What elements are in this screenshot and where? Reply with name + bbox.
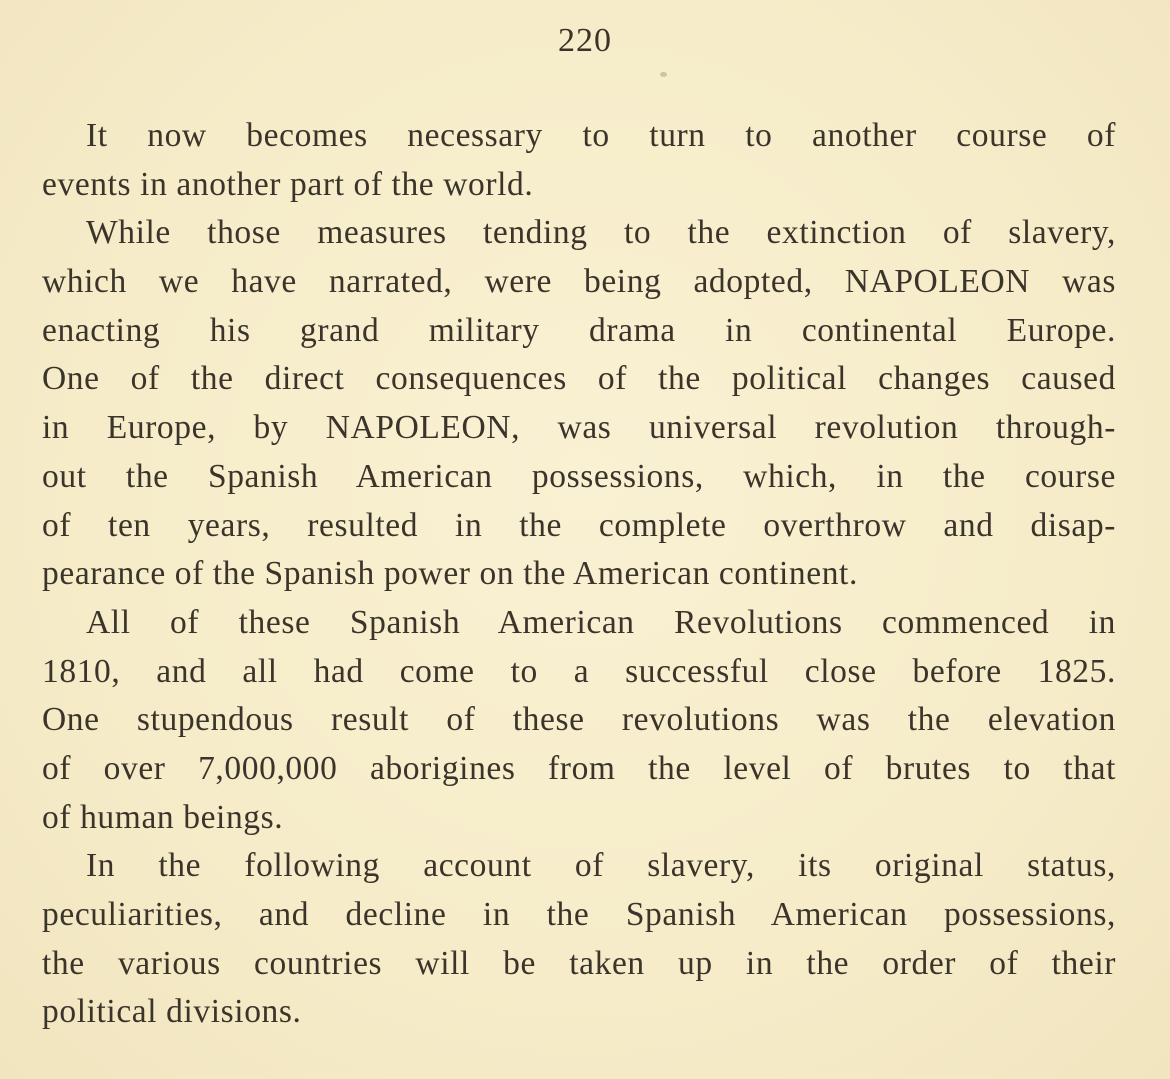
text-line: out the Spanish American possessions, which, in the course bbox=[42, 457, 1116, 495]
page-number: 220 bbox=[558, 22, 612, 59]
text-line: of ten years, resulted in the complete overthrow and disap- bbox=[42, 506, 1116, 544]
text-line: One stupendous result of these revolutions was the elevation bbox=[42, 701, 1116, 739]
text-line: All of these Spanish American Revolutions commenced in bbox=[86, 603, 1116, 641]
text-line: the various countries will be taken up in the order of their bbox=[42, 944, 1116, 982]
text-line: 1810, and all had come to a successful close before 1825. bbox=[42, 652, 1116, 690]
text-line: peculiarities, and decline in the Spanish American possessions, bbox=[42, 896, 1116, 933]
text-line: pearance of the Spanish power on the American continent. bbox=[42, 555, 858, 593]
text-line: While those measures tending to the extinction of slavery, bbox=[86, 214, 1116, 252]
text-line: political divisions. bbox=[42, 993, 302, 1031]
text-line: enacting his grand military drama in continental Europe. bbox=[42, 311, 1116, 349]
paper-speck bbox=[660, 72, 667, 77]
text-line: One of the direct consequences of the political changes caused bbox=[42, 360, 1116, 398]
text-line: which we have narrated, were being adopted, NAPOLEON was bbox=[42, 263, 1116, 301]
text-line: events in another part of the world. bbox=[42, 165, 534, 203]
body-text bbox=[42, 112, 1116, 1037]
text-line: of over 7,000,000 aborigines from the level of brutes to that bbox=[42, 749, 1116, 787]
text-line: of human beings. bbox=[42, 798, 284, 836]
text-line: in Europe, by NAPOLEON, was universal revolution through- bbox=[42, 409, 1116, 447]
text-line: In the following account of slavery, its original status, bbox=[86, 847, 1116, 885]
text-line: It now becomes necessary to turn to another course of bbox=[86, 117, 1116, 154]
